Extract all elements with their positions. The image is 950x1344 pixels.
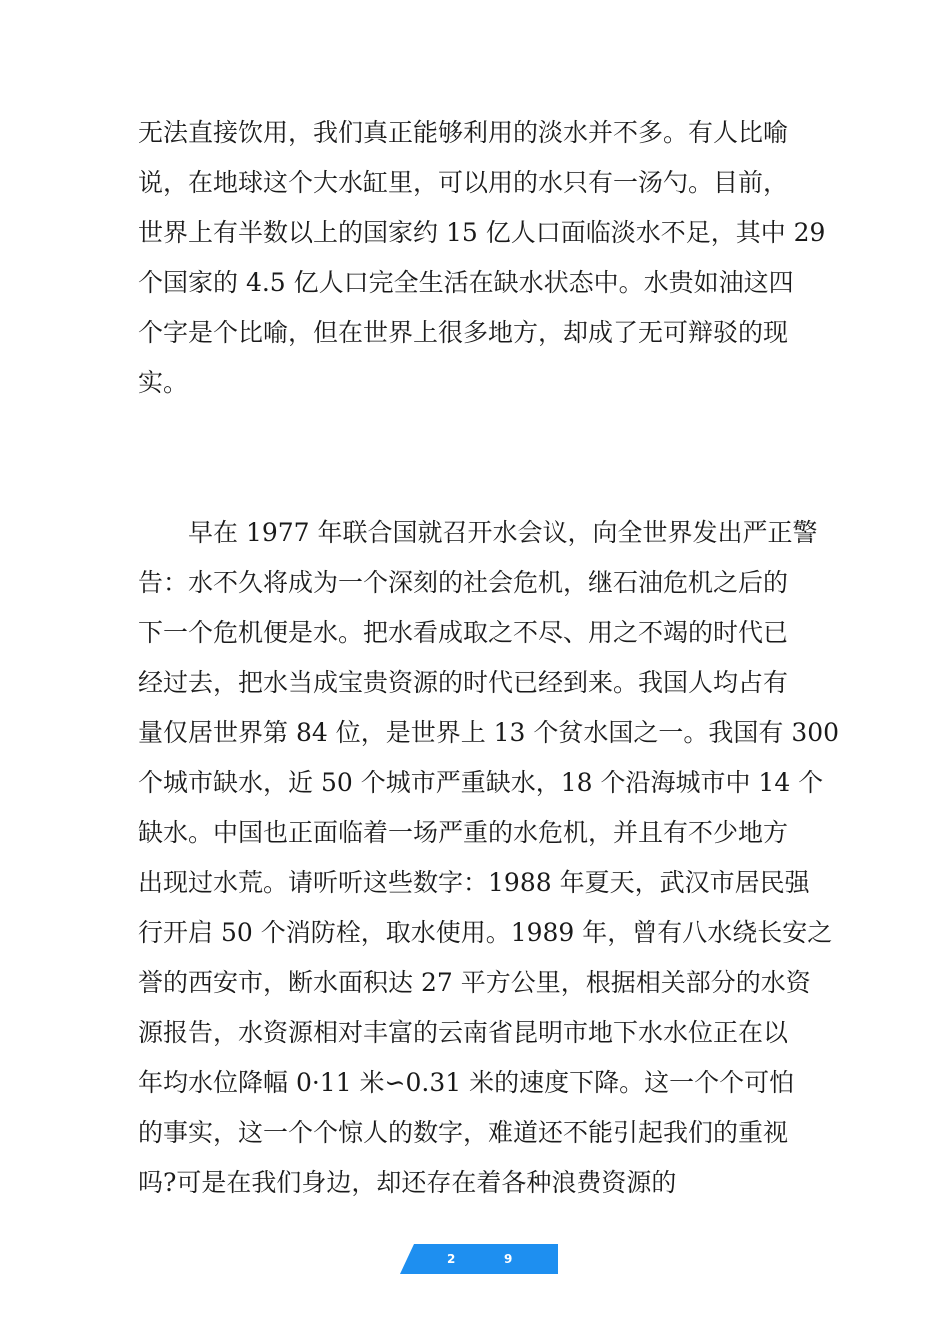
paragraph-2 xyxy=(138,508,840,1208)
text-line: 行开启 50 个消防栓，取水使用。1989 年，曾有八水绕长安之 xyxy=(138,918,833,947)
text-line: 誉的西安市，断水面积达 27 平方公里，根据相关部分的水资 xyxy=(138,968,811,997)
text-line: 个国家的 4.5 亿人口完全生活在缺水状态中。水贵如油这四 xyxy=(138,268,794,297)
text-line: 早在 1977 年联合国就召开水会议，向全世界发出严正警 xyxy=(138,518,818,547)
text-line: 个城市缺水，近 50 个城市严重缺水，18 个沿海城市中 14 个 xyxy=(138,768,824,797)
page-number-badge xyxy=(400,1244,558,1274)
text-line: 缺水。中国也正面临着一场严重的水危机，并且有不少地方 xyxy=(138,818,789,847)
text-line: 个字是个比喻，但在世界上很多地方，却成了无可辩驳的现 xyxy=(138,318,789,347)
text-line: 世界上有半数以上的国家约 15 亿人口面临淡水不足，其中 29 xyxy=(138,218,826,247)
paragraph-1 xyxy=(138,108,826,408)
text-line: 的事实，这一个个惊人的数字，难道还不能引起我们的重视 xyxy=(138,1118,789,1147)
text-line: 年均水位降幅 0·11 米∽0.31 米的速度下降。这一个个可怕 xyxy=(138,1068,795,1097)
page-number-digit: 2 xyxy=(447,1252,456,1266)
text-line: 说，在地球这个大水缸里，可以用的水只有一汤勺。目前， xyxy=(138,168,789,197)
text-line: 实。 xyxy=(138,368,189,397)
page-number-digit: 9 xyxy=(504,1252,513,1266)
badge-shape xyxy=(400,1244,558,1274)
text-line: 下一个危机便是水。把水看成取之不尽、用之不竭的时代已 xyxy=(138,618,789,647)
text-line: 无法直接饮用，我们真正能够利用的淡水并不多。有人比喻 xyxy=(138,118,789,147)
text-line: 源报告，水资源相对丰富的云南省昆明市地下水水位正在以 xyxy=(138,1018,789,1047)
text-line: 出现过水荒。请听听这些数字：1988 年夏天，武汉市居民强 xyxy=(138,868,810,897)
text-line: 告：水不久将成为一个深刻的社会危机，继石油危机之后的 xyxy=(138,568,789,597)
text-line: 吗?可是在我们身边，却还存在着各种浪费资源的 xyxy=(138,1168,677,1197)
text-line: 量仅居世界第 84 位，是世界上 13 个贫水国之一。我国有 300 xyxy=(138,718,840,747)
text-line: 经过去，把水当成宝贵资源的时代已经到来。我国人均占有 xyxy=(138,668,789,697)
